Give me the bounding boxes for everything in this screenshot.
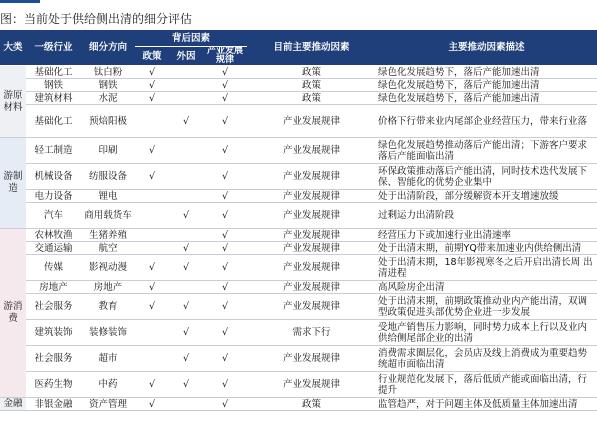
table-row [0,398,597,411]
external-mark [169,66,203,79]
law-mark: √ [203,92,247,105]
industry-cell: 房地产 [26,281,81,294]
main-factor-cell: 产业发展规律 [247,255,376,281]
direction-cell: 纺服设备 [81,164,135,190]
header-external: 外因 [169,47,203,66]
industry-cell: 基础化工 [26,105,81,138]
main-factor-cell: 政策 [247,79,376,92]
external-mark: √ [169,346,203,372]
direction-cell: 印刷 [81,138,135,164]
main-factor-cell: 政策 [247,398,376,411]
industry-cell: 基础化工 [26,66,81,79]
description-cell: 监管趋严，对于问题主体及低质量主体加速出清 [376,398,597,411]
description-cell: 受地产销售压力影响，同时势力成本上行以及业内 供给侧尾部企业的出清 [376,320,597,346]
table-row [0,320,597,346]
header-industry: 一级行业 [26,30,81,66]
table-row [0,190,597,203]
law-mark: √ [203,346,247,372]
external-mark [169,79,203,92]
external-mark [169,229,203,242]
industry-cell: 汽车 [26,203,81,229]
external-mark [169,190,203,203]
policy-mark: √ [135,66,169,79]
description-cell: 环保政策推动落后产能出清，同时技术迭代发展下 保、智能化的优势企业集中 [376,164,597,190]
table-row [0,294,597,320]
table-row [0,66,597,79]
table-row [0,164,597,190]
header-policy: 政策 [135,47,169,66]
description-cell: 绿色化发展趋势下，落后产能加速出清 [376,79,597,92]
policy-mark: √ [135,164,169,190]
main-factor-cell: 产业发展规律 [247,105,376,138]
main-factor-cell: 产业发展规律 [247,242,376,255]
direction-cell: 中药 [81,372,135,398]
law-mark: √ [203,320,247,346]
description-cell: 经营压力下或加速行业出清速率 [376,229,597,242]
direction-cell: 钢铁 [81,79,135,92]
main-factor-cell: 产业发展规律 [247,229,376,242]
main-factor-cell: 产业发展规律 [247,190,376,203]
direction-cell: 钛白粉 [81,66,135,79]
policy-mark: √ [135,281,169,294]
policy-mark [135,346,169,372]
industry-cell: 医药生物 [26,372,81,398]
direction-cell: 航空 [81,242,135,255]
external-mark: √ [169,203,203,229]
table-row [0,242,597,255]
policy-mark: √ [135,372,169,398]
direction-cell: 预焙阳极 [81,105,135,138]
direction-cell: 资产管理 [81,398,135,411]
policy-mark [135,242,169,255]
industry-cell: 建筑装饰 [26,320,81,346]
policy-mark: √ [135,294,169,320]
main-factor-cell: 政策 [247,66,376,79]
table-row [0,79,597,92]
description-cell: 处于出清末期，前期YQ带来加速业内供给侧出清 [376,242,597,255]
external-mark [169,92,203,105]
policy-mark: √ [135,398,169,411]
table-row [0,346,597,372]
policy-mark: √ [135,255,169,281]
header-direction: 细分方向 [81,30,135,66]
policy-mark [135,229,169,242]
law-mark: √ [203,281,247,294]
external-mark: √ [169,242,203,255]
description-cell: 处于出清末期，前期政策推动业内产能出清，双调 型政策促进头部优势企业进一步发展 [376,294,597,320]
law-mark: √ [203,66,247,79]
industry-cell: 交通运输 [26,242,81,255]
header-law: 产业发展规律 [203,47,247,66]
category-cell: 游制造 [0,138,26,229]
direction-cell: 装修装饰 [81,320,135,346]
policy-mark [135,105,169,138]
policy-mark: √ [135,138,169,164]
law-mark: √ [203,203,247,229]
main-factor-cell: 产业发展规律 [247,281,376,294]
external-mark: √ [169,105,203,138]
description-cell: 绿色化发展趋势推动落后产能出清；下游客户要求 落后产能面临出清 [376,138,597,164]
table-row [0,229,597,242]
industry-cell: 传媒 [26,255,81,281]
top-accent-line [0,0,40,3]
law-mark: √ [203,138,247,164]
description-cell: 绿色化发展趋势下，落后产能加速出清 [376,92,597,105]
external-mark: √ [169,255,203,281]
description-cell: 绿色化发展趋势下，落后产能加速出清 [376,66,597,79]
law-mark: √ [203,229,247,242]
law-mark: √ [203,79,247,92]
description-cell: 处于出清末期，18年影视寒冬之后开启出清长周 出清进程 [376,255,597,281]
main-factor-cell: 产业发展规律 [247,203,376,229]
description-cell: 价格下行带来业内尾部企业经营压力，带来行业落 [376,105,597,138]
table-row [0,105,597,138]
table-row [0,281,597,294]
direction-cell: 房地产 [81,281,135,294]
header-description: 主要推动因素描述 [376,30,597,66]
main-factor-cell: 产业发展规律 [247,164,376,190]
policy-mark [135,190,169,203]
category-cell: 金融 [0,398,26,411]
industry-cell: 建筑材料 [26,92,81,105]
external-mark [169,281,203,294]
header-category: 大类 [0,30,26,66]
category-cell: 游原材料 [0,66,26,138]
table-row [0,92,597,105]
assessment-table [0,30,597,411]
description-cell: 消费需求圈层化，会员店及线上消费成为重要趋势 统超市面临出清 [376,346,597,372]
table-row [0,138,597,164]
top-strip [0,0,597,6]
policy-mark: √ [135,92,169,105]
main-factor-cell: 产业发展规律 [247,138,376,164]
policy-mark [135,203,169,229]
header-background: 背后因素 [135,30,247,47]
industry-cell: 农林牧渔 [26,229,81,242]
direction-cell: 生猪养殖 [81,229,135,242]
category-cell: 游消费 [0,229,26,398]
main-factor-cell: 政策 [247,92,376,105]
main-factor-cell: 需求下行 [247,320,376,346]
description-cell: 处于出清阶段，部分缓解资本开支增速放缓 [376,190,597,203]
header-main-factor: 目前主要推动因素 [247,30,376,66]
description-cell: 过剩运力出清阶段 [376,203,597,229]
direction-cell: 商用载货车 [81,203,135,229]
industry-cell: 钢铁 [26,79,81,92]
law-mark: √ [203,398,247,411]
direction-cell: 锂电 [81,190,135,203]
external-mark [169,164,203,190]
external-mark [169,138,203,164]
direction-cell: 影视动漫 [81,255,135,281]
law-mark: √ [203,105,247,138]
industry-cell: 电力设备 [26,190,81,203]
main-factor-cell: 产业发展规律 [247,346,376,372]
law-mark: √ [203,255,247,281]
direction-cell: 教育 [81,294,135,320]
law-mark: √ [203,164,247,190]
industry-cell: 轻工制造 [26,138,81,164]
external-mark [169,398,203,411]
external-mark: √ [169,320,203,346]
industry-cell: 非银金融 [26,398,81,411]
law-mark: √ [203,372,247,398]
policy-mark: √ [135,79,169,92]
direction-cell: 超市 [81,346,135,372]
description-cell: 行业规范化发展下，落后低质产能或面临出清，行 提升 [376,372,597,398]
law-mark: √ [203,190,247,203]
table-row [0,372,597,398]
table-row [0,203,597,229]
main-factor-cell: 产业发展规律 [247,372,376,398]
description-cell: 高风险房企出清 [376,281,597,294]
industry-cell: 社会服务 [26,346,81,372]
law-mark: √ [203,294,247,320]
policy-mark [135,320,169,346]
industry-cell: 机械设备 [26,164,81,190]
law-mark: √ [203,242,247,255]
direction-cell: 水泥 [81,92,135,105]
main-factor-cell: 产业发展规律 [247,294,376,320]
industry-cell: 社会服务 [26,294,81,320]
table-row [0,255,597,281]
external-mark: √ [169,372,203,398]
figure-caption: 图：当前处于供给侧出清的细分评估 [0,12,193,26]
external-mark: √ [169,294,203,320]
